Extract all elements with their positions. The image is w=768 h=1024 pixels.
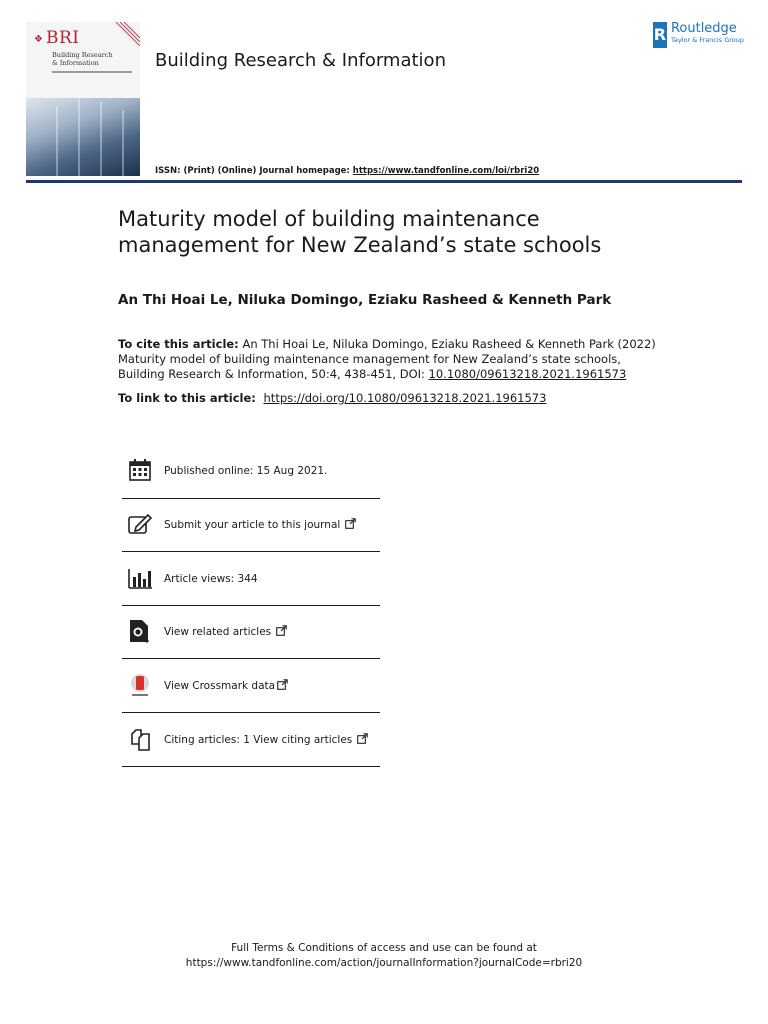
bri-logo-mark-icon: ❖	[34, 34, 43, 45]
article-title: Maturity model of building maintenance management for New Zealand’s state schools	[118, 207, 602, 257]
article-views-label: Article views: 344	[164, 572, 258, 585]
cover-diagonal-lines-icon	[114, 22, 140, 48]
edit-icon	[127, 511, 155, 539]
journal-title: Building Research & Information	[155, 50, 446, 71]
cover-photo	[26, 98, 140, 176]
external-link-icon	[276, 625, 287, 639]
calendar-icon	[127, 457, 155, 485]
issn-line	[155, 166, 539, 176]
terms-footer	[0, 941, 768, 971]
journal-homepage-link[interactable]: https://www.tandfonline.com/loi/rbri20	[352, 166, 540, 176]
published-online-label: Published online: 15 Aug 2021.	[164, 465, 328, 477]
article-info-list	[122, 444, 380, 767]
external-link-icon	[345, 518, 356, 532]
article-doi-url-link[interactable]: https://doi.org/10.1080/09613218.2021.1961573	[263, 391, 547, 405]
citing-articles-icon	[127, 726, 155, 754]
doi-link[interactable]: 10.1080/09613218.2021.1961573	[428, 367, 627, 381]
submit-article-label: Submit your article to this journal	[164, 519, 341, 531]
bar-chart-icon	[127, 565, 155, 593]
related-articles-label: View related articles	[164, 626, 272, 638]
article-link-line	[118, 391, 546, 406]
terms-text: Full Terms & Conditions of access and use can be found at	[231, 942, 537, 954]
journal-logo-subtitle: Building Research & Information	[52, 51, 113, 67]
publisher-tagline: Taylor & Francis Group	[670, 36, 744, 44]
external-link-icon	[277, 679, 288, 693]
citation-label: To cite this article:	[118, 337, 239, 351]
article-authors: An Thi Hoai Le, Niluka Domingo, Eziaku Rasheed & Kenneth Park	[118, 292, 612, 308]
crossmark-label: View Crossmark data	[164, 679, 276, 692]
journal-logo-text: BRI	[46, 28, 80, 48]
citation-block	[118, 337, 658, 382]
routledge-r-icon: R	[653, 22, 667, 48]
header-rule	[26, 180, 742, 183]
citation-text: An Thi Hoai Le, Niluka Domingo, Eziaku Rasheed & Kenneth Park (2022) Maturity model of building maintenance management for New Zealand’s state schools, Building Research & Information, 50:4, 438-451, DOI:	[118, 337, 656, 381]
published-online-item	[122, 444, 380, 499]
article-views-item	[122, 552, 380, 606]
related-articles-item[interactable]	[122, 606, 380, 659]
citing-articles-item[interactable]	[122, 713, 380, 767]
publisher-logo	[653, 22, 744, 48]
crossmark-item[interactable]	[122, 659, 380, 713]
cover-divider	[52, 71, 132, 73]
search-document-icon	[127, 618, 155, 646]
issn-text: ISSN: (Print) (Online) Journal homepage:	[155, 166, 353, 176]
citing-articles-label: Citing articles: 1 View citing articles	[164, 733, 353, 746]
external-link-icon	[357, 733, 368, 747]
terms-url[interactable]: https://www.tandfonline.com/action/journalInformation?journalCode=rbri20	[185, 957, 583, 969]
crossmark-icon	[127, 672, 155, 700]
journal-cover	[26, 22, 140, 176]
publisher-name: Routledge	[670, 21, 737, 36]
submit-article-item[interactable]	[122, 499, 380, 552]
link-label: To link to this article:	[118, 391, 260, 405]
